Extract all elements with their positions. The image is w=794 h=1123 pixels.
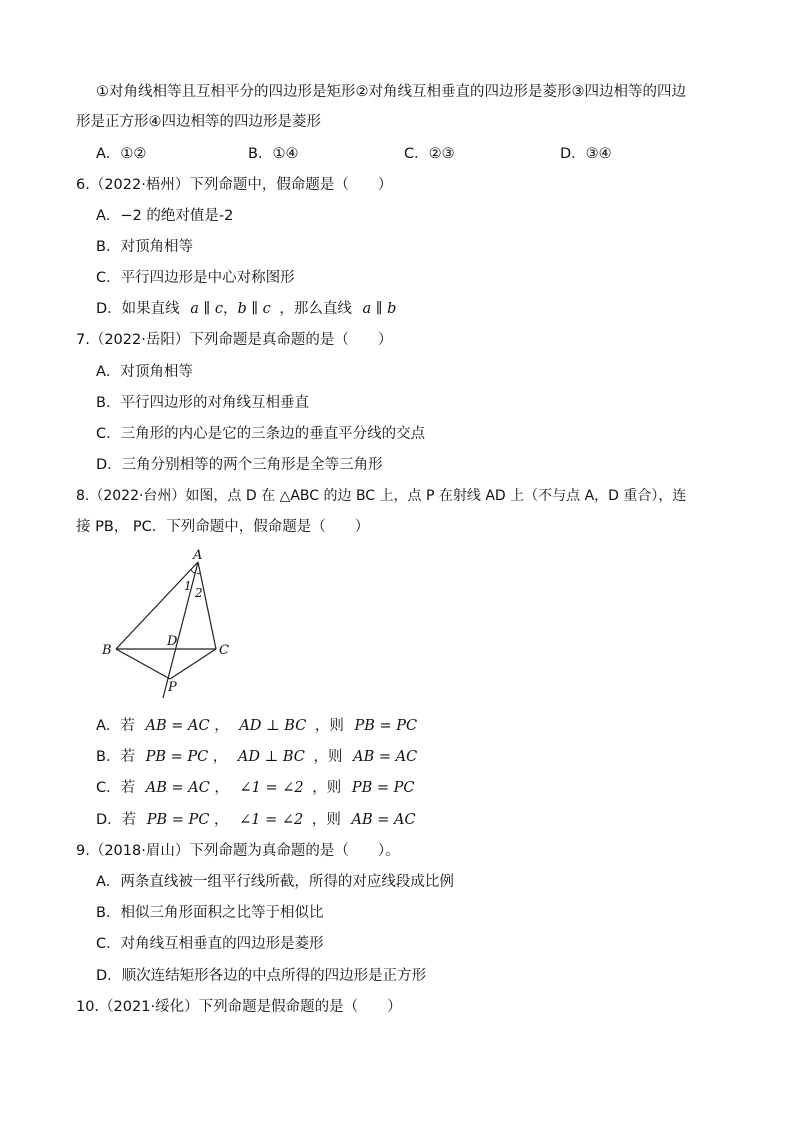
q8-c-cond1: AB = AC (145, 780, 210, 796)
q6-option-b: B．对顶角相等 (96, 239, 193, 255)
q8-option-a (96, 716, 417, 736)
q8-b-concl: AB = AC (353, 749, 418, 765)
q7-option-c: C．三角形的内心是它的三条边的垂直平分线的交点 (96, 426, 426, 442)
angle-2-arc (197, 572, 200, 574)
q8-d-concl: AB = AC (351, 812, 416, 828)
q8-b-cond1: PB = PC (145, 749, 209, 765)
q7-option-d: D．三角分别相等的两个三角形是全等三角形 (96, 457, 383, 473)
label-p: P (168, 680, 177, 695)
segment-bp (116, 649, 170, 679)
q5-option-b: B．①④ (248, 146, 299, 162)
q8-triangle-figure (96, 548, 256, 708)
q6-d-prefix: D．如果直线 (96, 301, 180, 317)
q8-a-comma: ， (209, 718, 229, 734)
q9-option-c: C．对角线互相垂直的四边形是菱形 (96, 936, 324, 952)
label-b: B (102, 643, 112, 658)
q5-option-a: A．①② (96, 146, 147, 162)
q8-option-b (96, 747, 417, 767)
q8-d-comma: ， (209, 812, 229, 828)
label-c: C (219, 643, 229, 658)
q6-option-d (96, 299, 396, 319)
q8-a-letter: A．若 (96, 718, 135, 734)
q8-b-letter: B．若 (96, 749, 135, 765)
q7-option-b: B．平行四边形的对角线互相垂直 (96, 395, 309, 411)
q8-c-comma: ， (209, 780, 229, 796)
q8-b-cond2: AD ⊥ BC (237, 749, 305, 765)
q8-a-cond2: AD ⊥ BC (239, 718, 307, 734)
q5-statements-line1: ①对角线相等且互相平分的四边形是矩形②对角线互相垂直的四边形是菱形③四边相等的四边 (96, 84, 686, 100)
q5-statements-line2: 形是正方形④四边相等的四边形是菱形 (76, 114, 321, 130)
q8-d-then: ，则 (311, 812, 341, 828)
q6-stem: 6.（2022·梧州）下列命题中，假命题是（ ） (76, 177, 393, 193)
q9-option-b: B．相似三角形面积之比等于相似比 (96, 905, 324, 921)
q9-option-d: D．顺次连结矩形各边的中点所得的四边形是正方形 (96, 968, 427, 984)
label-angle-1: 1 (184, 579, 192, 593)
q8-option-c (96, 778, 415, 798)
q9-option-a: A．两条直线被一组平行线所截，所得的对应线段成比例 (96, 874, 454, 890)
segment-cp (170, 649, 216, 679)
q7-stem: 7.（2022·岳阳）下列命题是真命题的是（ ） (76, 332, 393, 348)
q8-option-d (96, 810, 416, 830)
q8-c-concl: PB = PC (351, 780, 415, 796)
q7-option-a: A．对顶角相等 (96, 364, 193, 380)
label-a: A (193, 548, 203, 563)
q8-stem-line1: 8.（2022·台州）如图，点 D 在 △ABC 的边 BC 上，点 P 在射线 AD 上（不与点 A，D 重合），连 (76, 488, 687, 504)
q8-stem-line2: 接 PB， PC．下列命题中，假命题是（ ） (76, 519, 370, 535)
q6-option-a: A．−2 的绝对值是-2 (96, 208, 234, 224)
q9-stem: 9.（2018·眉山）下列命题为真命题的是（ ）。 (76, 843, 400, 859)
q8-c-then: ，则 (312, 780, 342, 796)
segment-ab (116, 562, 198, 649)
label-d: D (167, 634, 178, 649)
q8-d-cond1: PB = PC (146, 812, 210, 828)
q8-b-then: ，则 (313, 749, 343, 765)
q5-option-d: D．③④ (560, 146, 612, 162)
ray-ap (163, 562, 198, 698)
q8-b-comma: ， (208, 749, 228, 765)
q8-d-cond2: ∠1 = ∠2 (239, 812, 304, 828)
q8-d-letter: D．若 (96, 812, 137, 828)
q8-a-then: ，则 (314, 718, 344, 734)
q8-a-cond1: AB = AC (145, 718, 210, 734)
q6-d-mid: ，那么直线 (279, 301, 352, 317)
label-angle-2: 2 (195, 586, 203, 600)
q10-stem: 10.（2021·绥化）下列命题是假命题的是（ ） (76, 999, 402, 1015)
q6-d-math2: b ∥ c (237, 301, 271, 317)
q6-d-sep: ， (222, 301, 238, 317)
q8-a-concl: PB = PC (354, 718, 418, 734)
q6-d-math3: a ∥ b (362, 301, 397, 317)
q5-option-c: C．②③ (404, 146, 455, 162)
q6-d-math1: a ∥ c (190, 301, 223, 317)
q8-c-letter: C．若 (96, 780, 136, 796)
q6-option-c: C．平行四边形是中心对称图形 (96, 270, 295, 286)
segment-ac (198, 562, 216, 649)
q8-c-cond2: ∠1 = ∠2 (239, 780, 304, 796)
